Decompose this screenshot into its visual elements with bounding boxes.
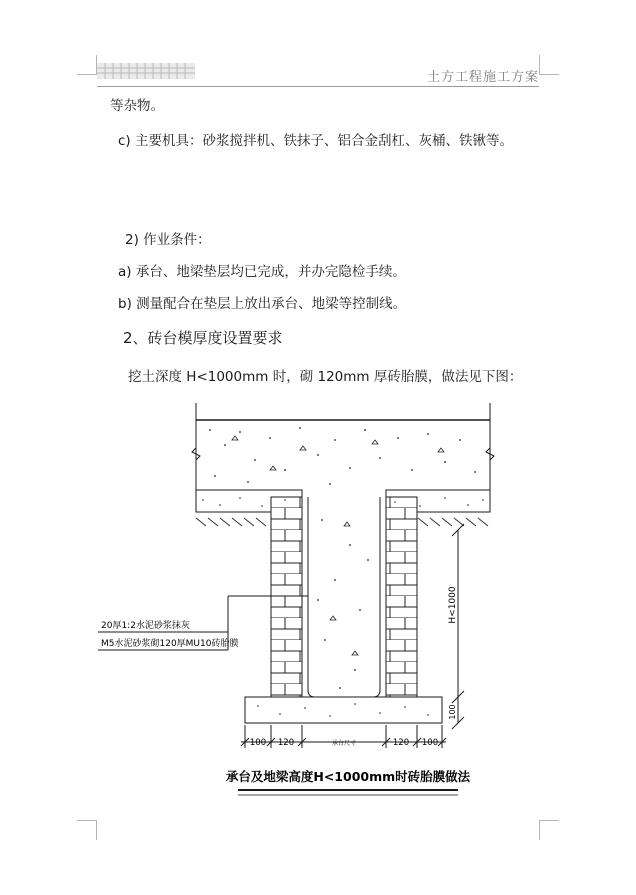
- dim-label-3: 承台尺寸: [331, 740, 357, 747]
- dim-label-2: 120: [277, 738, 295, 748]
- dim-label-5: 100: [421, 738, 439, 748]
- paragraph-continuation: 等杂物。: [110, 98, 164, 114]
- dim-base-label: 100: [448, 704, 457, 720]
- dim-label-1: 100: [249, 738, 267, 748]
- drawing-caption: 承台及地梁高度H<1000mm时砖胎膜做法: [225, 769, 471, 784]
- label-plaster: 20厚1:2水泥砂浆抹灰: [101, 621, 190, 631]
- paragraph-intro: 挖土深度 H<1000mm 时，砌 120mm 厚砖胎膜，做法见下图：: [128, 369, 523, 385]
- list-item-a: a) 承台、地梁垫层均已完成，并办完隐检手续。: [118, 264, 406, 280]
- list-item-tools: c) 主要机具：砂浆搅拌机、铁抹子、铝合金刮杠、灰桶、铁锹等。: [118, 133, 513, 149]
- dim-label-4: 120: [392, 738, 410, 748]
- label-brick-wall: M5水泥砂浆砌120厚MU10砖胎膜: [101, 639, 239, 649]
- section-heading: 2、砖台模厚度设置要求: [123, 329, 283, 347]
- header-title: 土方工程施工方案: [426, 70, 539, 85]
- list-item-b: b) 测量配合在垫层上放出承台、地梁等控制线。: [118, 296, 407, 312]
- section-work-conditions: 2) 作业条件：: [125, 232, 211, 248]
- dim-height-label: H<1000: [448, 586, 458, 624]
